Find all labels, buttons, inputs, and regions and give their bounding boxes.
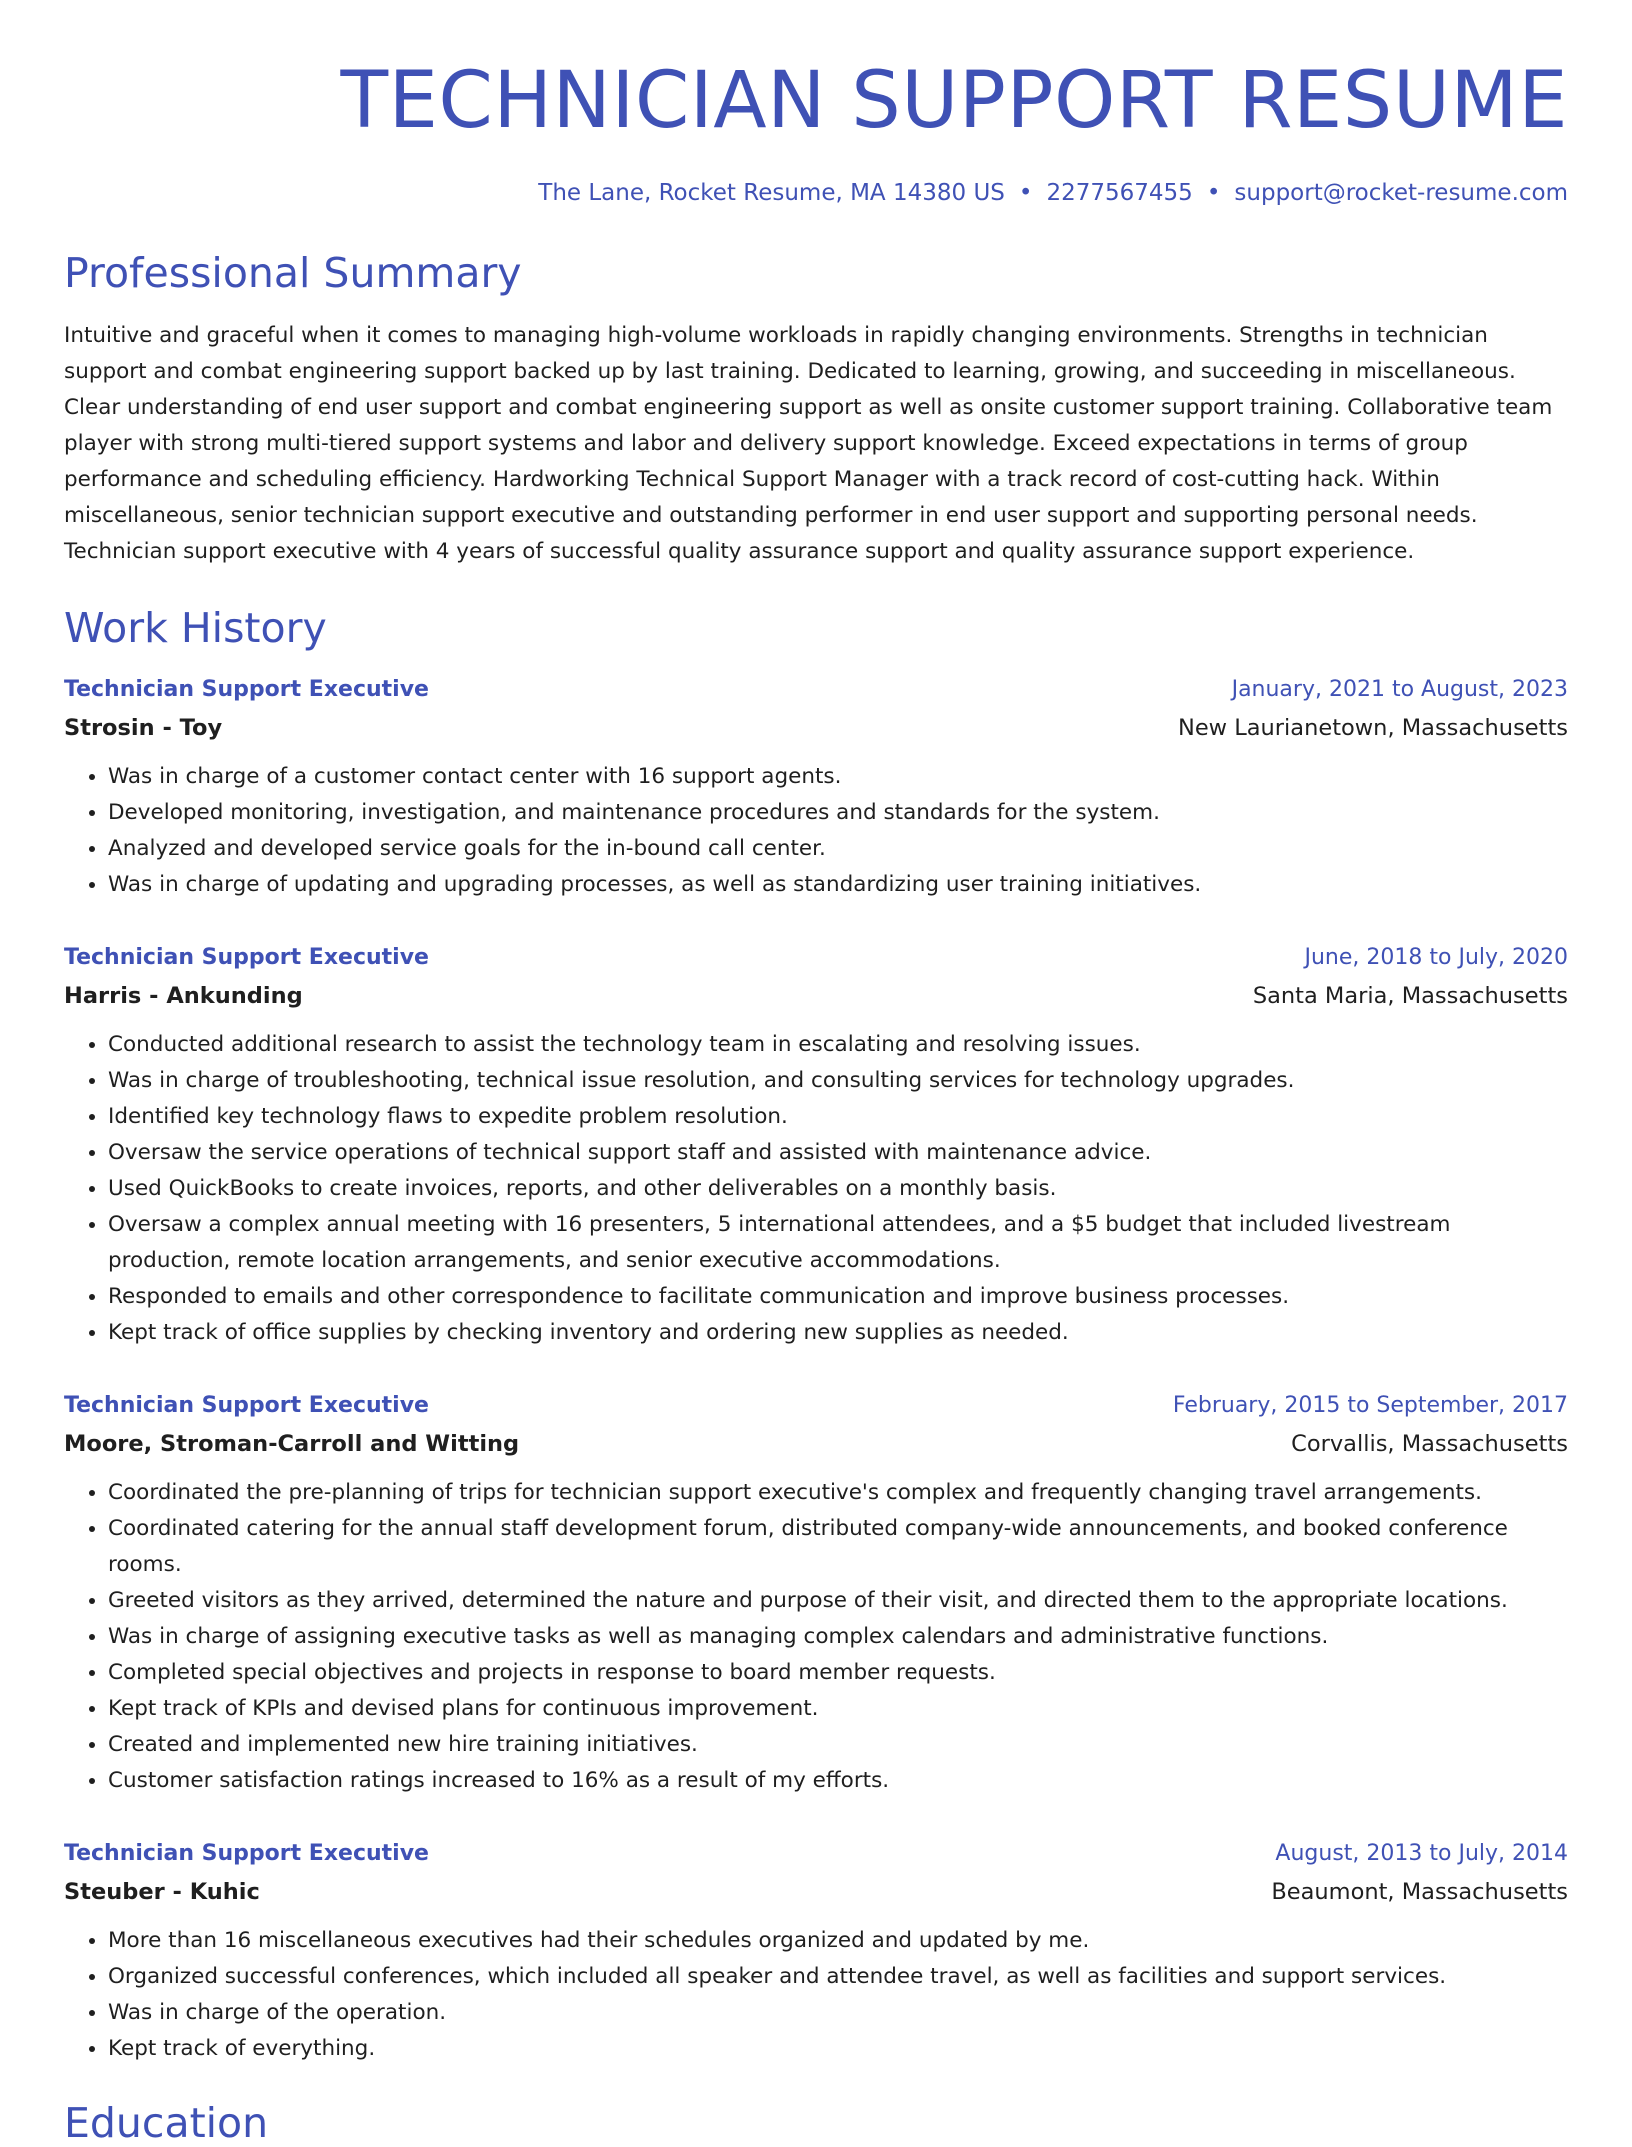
job-bullets: [64, 1027, 1568, 1351]
job-location: New Laurianetown, Massachusetts: [1177, 715, 1568, 741]
job-entry: [64, 939, 1568, 1351]
job-title: Technician Support Executive: [64, 1393, 429, 1418]
job-company: Harris - Ankunding: [64, 983, 303, 1009]
job-bullet: • Identified key technology flaws to expedite problem resolution.: [108, 1099, 1568, 1135]
education-section: [64, 2099, 1568, 2147]
job-bullet: • Created and implemented new hire training initiatives.: [108, 1727, 1568, 1763]
job-bullet: • Kept track of everything.: [108, 2031, 1568, 2067]
job-bullet: • More than 16 miscellaneous executives had their schedules organized and updated by me.: [108, 1923, 1568, 1959]
job-title: Technician Support Executive: [64, 1841, 429, 1866]
job-bullets: [64, 1475, 1568, 1799]
job-bullet: • Greeted visitors as they arrived, determined the nature and purpose of their visit, and directed them to the appropriate locations.: [108, 1583, 1568, 1619]
job-entry: [64, 671, 1568, 903]
job-bullet: • Was in charge of troubleshooting, technical issue resolution, and consulting services for technology upgrades.: [108, 1063, 1568, 1099]
job-bullet: • Customer satisfaction ratings increased to 16% as a result of my efforts.: [108, 1763, 1568, 1799]
education-heading: Education: [64, 2099, 269, 2147]
job-bullet: • Organized successful conferences, which included all speaker and attendee travel, as well as facilities and support services.: [108, 1959, 1568, 1995]
contact-email[interactable]: support@rocket-resume.com: [1234, 180, 1568, 206]
job-bullet: • Developed monitoring, investigation, and maintenance procedures and standards for the system.: [108, 795, 1568, 831]
job-location: Corvallis, Massachusetts: [1291, 1431, 1568, 1457]
job-bullet: • Kept track of KPIs and devised plans for continuous improvement.: [108, 1691, 1568, 1727]
contact-line: [64, 182, 1568, 205]
job-bullet: • Was in charge of updating and upgrading processes, as well as standardizing user training initiatives.: [108, 867, 1568, 903]
job-bullet: • Used QuickBooks to create invoices, reports, and other deliverables on a monthly basis.: [108, 1171, 1568, 1207]
job-dates: February, 2015 to September, 2017: [1172, 1393, 1568, 1418]
job-bullet: • Was in charge of a customer contact center with 16 support agents.: [108, 759, 1568, 795]
contact-address: The Lane, Rocket Resume, MA 14380 US: [538, 180, 1005, 206]
job-bullet: • Coordinated catering for the annual staff development forum, distributed company-wide announcements, and booked conference rooms.: [108, 1511, 1568, 1583]
job-bullet: • Conducted additional research to assist the technology team in escalating and resolving issues.: [108, 1027, 1568, 1063]
contact-separator: •: [1206, 180, 1221, 206]
job-company: Strosin - Toy: [64, 715, 223, 741]
contact-phone[interactable]: 2277567455: [1046, 180, 1193, 206]
job-entry: [64, 1387, 1568, 1799]
job-bullet: • Completed special objectives and projects in response to board member requests.: [108, 1655, 1568, 1691]
job-title: Technician Support Executive: [64, 945, 429, 970]
summary-heading: Professional Summary: [64, 249, 522, 297]
job-dates: June, 2018 to July, 2020: [1304, 945, 1568, 970]
job-bullets: [64, 1923, 1568, 2067]
resume-title: TECHNICIAN SUPPORT RESUME: [340, 56, 1568, 146]
job-dates: January, 2021 to August, 2023: [1231, 677, 1568, 702]
job-bullet: • Analyzed and developed service goals for the in-bound call center.: [108, 831, 1568, 867]
contact-separator: •: [1018, 180, 1033, 206]
job-entry: [64, 1835, 1568, 2067]
job-bullet: • Was in charge of assigning executive tasks as well as managing complex calendars and administrative functions.: [108, 1619, 1568, 1655]
job-title: Technician Support Executive: [64, 677, 429, 702]
job-dates: August, 2013 to July, 2014: [1275, 1841, 1568, 1866]
job-bullet: • Responded to emails and other correspondence to facilitate communication and improve business processes.: [108, 1279, 1568, 1315]
job-bullet: • Was in charge of the operation.: [108, 1995, 1568, 2031]
summary-text: Intuitive and graceful when it comes to managing high-volume workloads in rapidly changing environments. Strengths in technician support and combat engineering support backed up by last training. Dedicated to learning, growing, and succeeding in miscellaneous. Clear understanding of end user support and combat engineering support as well as onsite customer support training. Collaborative team player with strong multi-tiered support systems and labor and delivery support knowledge. Exceed expectations in terms of group performance and scheduling efficiency. Hardworking Technical Support Manager with a track record of cost-cutting hack. Within miscellaneous, senior technician support executive and outstanding performer in end user support and supporting personal needs. Technician support executive with 4 years of successful quality assurance support and quality assurance support experience.: [64, 323, 1553, 564]
job-bullet: • Oversaw the service operations of technical support staff and assisted with maintenance advice.: [108, 1135, 1568, 1171]
professional-summary-section: [64, 249, 1568, 570]
job-company: Moore, Stroman-Carroll and Witting: [64, 1431, 520, 1457]
job-bullet: • Coordinated the pre-planning of trips for technician support executive's complex and frequently changing travel arrangements.: [108, 1475, 1568, 1511]
job-bullets: [64, 759, 1568, 903]
job-company: Steuber - Kuhic: [64, 1879, 260, 1905]
job-location: Santa Maria, Massachusetts: [1252, 983, 1568, 1009]
job-bullet: • Oversaw a complex annual meeting with 16 presenters, 5 international attendees, and a $5 budget that included livestream production, remote location arrangements, and senior executive accommodations.: [108, 1207, 1568, 1279]
work-history-section: [64, 604, 1568, 2067]
job-bullet: • Kept track of office supplies by checking inventory and ordering new supplies as needed.: [108, 1315, 1568, 1351]
work-history-heading: Work History: [64, 604, 327, 652]
job-location: Beaumont, Massachusetts: [1271, 1879, 1568, 1905]
